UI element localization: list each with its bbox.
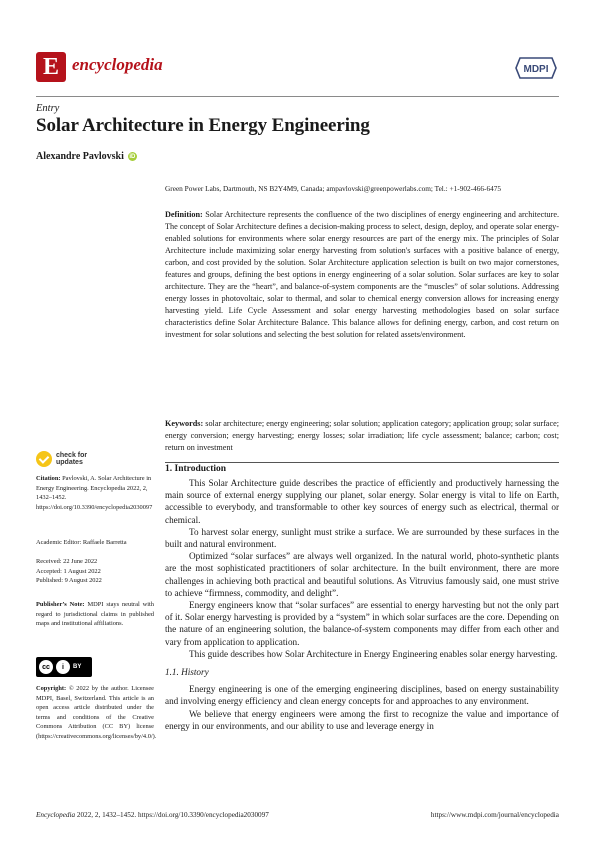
author-line [36, 151, 137, 162]
footer-citation: Encyclopedia 2022, 2, 1432–1452. https://doi.org/10.3390/encyclopedia2030097 [36, 811, 269, 819]
paragraph: Energy engineers know that “solar surfaces” are essential to energy harvesting but not the only part of it. Solar energy harvesting is provided by a “system” in which solar surfaces are the core. Depending on the nature of an engineering solution, the balance-of-system components may differ from each other and vary from application to application. [165, 600, 559, 647]
journal-name[interactable]: encyclopedia [72, 55, 163, 74]
attribution-icon: i [56, 660, 70, 674]
note-label: Publisher’s Note: [36, 601, 85, 608]
published-date: Published: 9 August 2022 [36, 577, 102, 585]
copyright-label: Copyright: [36, 685, 67, 692]
note-text: MDPI stays neutral with regard to jurisdictional claims in published maps and institutional affiliations. [36, 601, 154, 628]
keywords-block [165, 418, 559, 454]
mdpi-logo-icon[interactable] [514, 56, 558, 80]
cc-by-license-icon[interactable] [36, 657, 92, 677]
section-divider [165, 462, 559, 463]
copyright-text: © 2022 by the author. Licensee MDPI, Basel, Switzerland. This article is an open access article distributed under the terms and conditions of the Creative Commons Attribution (CC BY) license (https://creativecommons.org/licenses/by/4.0/). [36, 685, 157, 740]
paragraph: Energy engineering is one of the emerging engineering disciplines, based on energy sustainability and involving energy efficiency and clean energy concepts for and approaches to any environment. [165, 684, 559, 707]
article-title: Solar Architecture in Energy Engineering [36, 115, 370, 136]
mdpi-logo-text: MDPI [523, 64, 549, 75]
by-label: BY [73, 664, 82, 670]
citation-text[interactable]: Pavlovski, A. Solar Architecture in Energy Engineering. Encyclopedia 2022, 2, 1432–1452. https://doi.org/10.3390/encyclopedia2030097 [36, 475, 153, 511]
received-date: Received: 22 June 2022 [36, 558, 98, 565]
article-type: Entry [36, 103, 60, 114]
definition-block [165, 209, 559, 341]
copyright-block [36, 684, 157, 742]
journal-logo: E [36, 52, 66, 82]
paragraph: We believe that energy engineers were among the first to recognize the value and importance of energy in our environments, and our ability to use and leverage energy in [165, 708, 559, 731]
check-icon [36, 451, 52, 467]
cc-icon: cc [39, 660, 53, 674]
paragraph: To harvest solar energy, sunlight must strike a surface. We are surrounded by these surfaces in the built and natural environment. [165, 526, 559, 550]
dates-block [36, 557, 154, 586]
paragraph: Optimized “solar surfaces” are always well organized. In the natural world, photo-synthetic plants are the most sophisticated practitioners of solar architecture. In the built environment, there are more challenges in achieving both practical and beautiful solutions. As Vitruvius famously said, one must strive to achieve “firmness, commodity, and delight”. [165, 551, 559, 598]
citation-label: Citation: [36, 475, 61, 482]
keywords-text: solar architecture; energy engineering; solar solution; application category; application group; solar surface; energy conversion; energy harvesting; energy losses; solar irradiation; life cycle assessment; balance; carbon; cost; return on investment [165, 419, 559, 452]
subsection-heading: 1.1. History [165, 667, 209, 678]
keywords-label: Keywords: [165, 419, 204, 428]
section-heading: 1. Introduction [165, 464, 227, 474]
check-for-updates-button[interactable]: check for updates [36, 451, 87, 467]
author-name: Alexandre Pavlovski [36, 151, 124, 162]
paragraph: This Solar Architecture guide describes the practice of efficiently and productively harnessing the main source of external energy supplying our planet, solar energy. Solar energy is vital to life on Earth, accessible to everybody, and transformable to other key sources of energy such as electrical, thermal or chemical. [165, 478, 559, 525]
definition-text: Solar Architecture represents the confluence of the two disciplines of energy engineering and architecture. The concept of Solar Architecture defines a decision-making process to select, design, deploy, and operate solar energy-enabled solutions for environments where solar energy resources are part of the energy mix. The principles of Solar Architecture include maximizing solar energy harvesting from solution's surfaces with a positive balance of energy, carbon, and cost provided by the solution. Solar Architecture application selection is built on two major cornerstones, features and groups, defining the best options in energy engineering of a solar solution. Solar surfaces are key to solar architecture. They are the “heart”, and balance-of-system components are the “muscles” of solar solutions. Addressing energy losses in photovoltaic, solar to thermal, and solar to chemical energy conversion allows for increasing energy harvesting yield. Life Cycle Assessment and solar energy harvesting methodologies based on solar surface characteristics define Solar Architecture Balance. This balance allows for defining energy, carbon, and cost return on investment for solar solutions and selecting the best solution for related assets/environment. [165, 210, 559, 339]
publisher-note [36, 600, 154, 629]
page-footer [36, 811, 559, 819]
affiliation: Green Power Labs, Dartmouth, NS B2Y4M9, Canada; ampavlovski@greenpowerlabs.com; Tel.: +1-902-466-6475 [165, 184, 502, 193]
footer-url[interactable]: https://www.mdpi.com/journal/encyclopedia [430, 811, 559, 819]
definition-label: Definition: [165, 210, 203, 219]
paragraph: This guide describes how Solar Architecture in Energy Engineering enables solar energy harvesting. [189, 648, 558, 659]
orcid-icon[interactable]: iD [129, 153, 136, 160]
citation-block [36, 474, 154, 512]
academic-editor: Academic Editor: Raffaele Barretta [36, 539, 127, 546]
body-text [165, 477, 559, 732]
accepted-date: Accepted: 1 August 2022 [36, 567, 101, 575]
header-divider [36, 96, 559, 97]
